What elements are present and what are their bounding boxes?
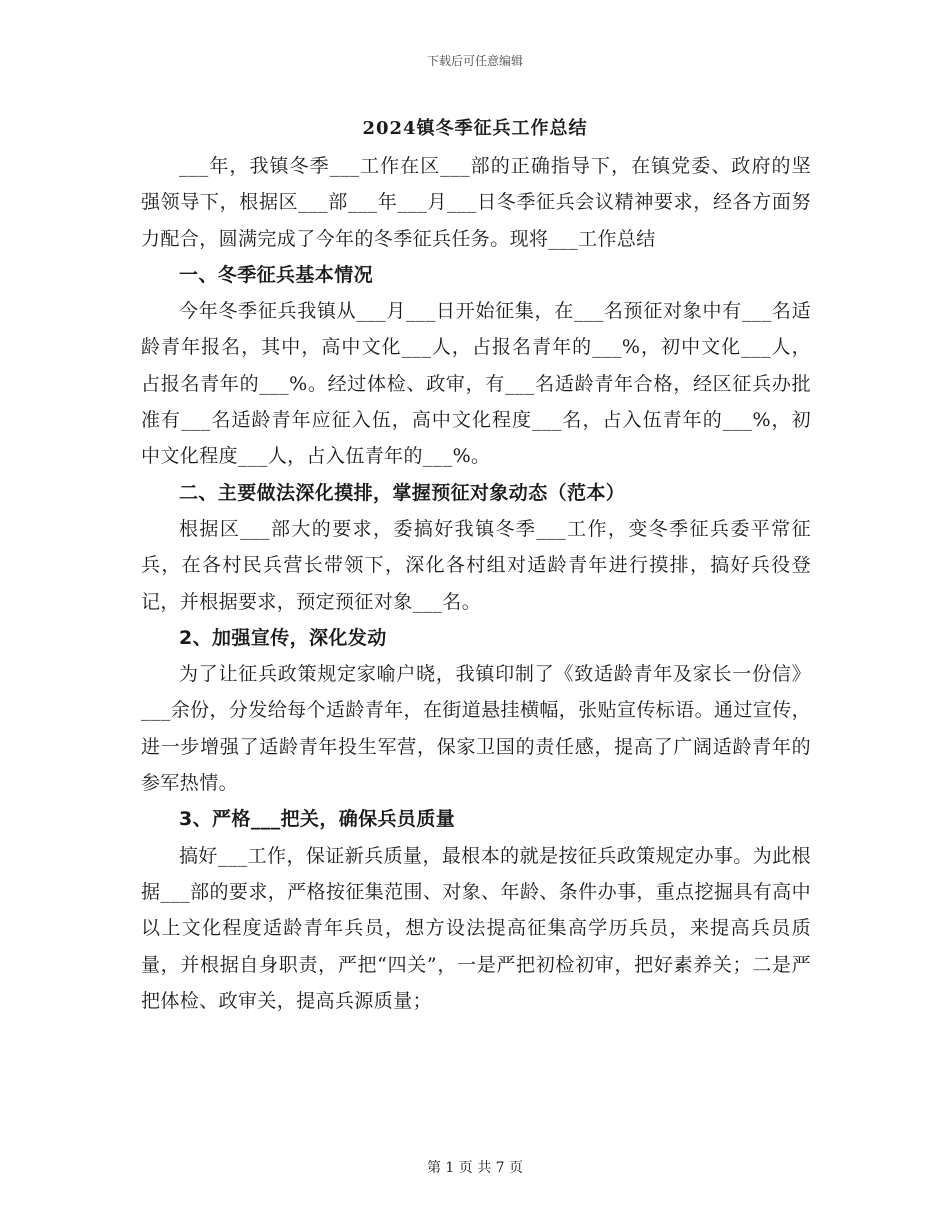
page-number: 第 1 页 共 7 页: [426, 1160, 524, 1176]
section-heading-2: 二、主要做法深化摸排，掌握预征对象动态（范本）: [179, 481, 626, 504]
intro-paragraph: ___年，我镇冬季___工作在区___部的正确指导下，在镇党委、政府的坚强领导下，根据区___部___年___月___日冬季征兵会议精神要求，经各方面努力配合，圆满完成了今年的冬季征兵任务。现将___工作总结: [141, 155, 811, 250]
paragraph-publicity: 为了让征兵政策规定家喻户晓，我镇印制了《致适龄青年及家长一份信》___余份，分发给每个适龄青年，在街道悬挂横幅，张贴宣传标语。通过宣传，进一步增强了适龄青年投生军营，保家卫国的责任感，提高了广阔适龄青年的参军热情。: [141, 663, 811, 795]
document-body: [141, 148, 811, 1019]
paragraph-quality: 搞好___工作，保证新兵质量，最根本的就是按征兵政策规定办事。为此根据___部的要求，严格按征集范围、对象、年龄、条件办事，重点挖掘具有高中以上文化程度适龄青年兵员，想方设法提高征集高学历兵员，来提高兵员质量，并根据自身职责，严把“四关”，一是严把初检初审，把好素养关；二是严把体检、政审关，提高兵源质量；: [141, 844, 811, 1012]
document-title: 2024镇冬季征兵工作总结: [362, 118, 588, 139]
paragraph-survey: 根据区___部大的要求，委搞好我镇冬季___工作，变冬季征兵委平常征兵，在各村民兵营长带领下，深化各村组对适龄青年进行摸排，搞好兵役登记，并根据要求，预定预征对象___名。: [141, 517, 811, 613]
section-heading-4: 3、严格___把关，确保兵员质量: [179, 808, 456, 831]
paragraph-basic-situation: 今年冬季征兵我镇从___月___日开始征集，在___名预征对象中有___名适龄青年报名，其中，高中文化___人，占报名青年的___%，初中文化___人，占报名青年的___%。经过体检、政审，有___名适龄青年合格，经区征兵办批准有___名适龄青年应征入伍，高中文化程度___名，占入伍青年的___%，初中文化程度___人，占入伍青年的___%。: [141, 300, 811, 468]
section-heading-3: 2、加强宣传，深化发动: [179, 626, 387, 649]
section-heading-1: 一、冬季征兵基本情况: [179, 263, 374, 286]
download-note: 下载后可任意编辑: [426, 54, 523, 68]
